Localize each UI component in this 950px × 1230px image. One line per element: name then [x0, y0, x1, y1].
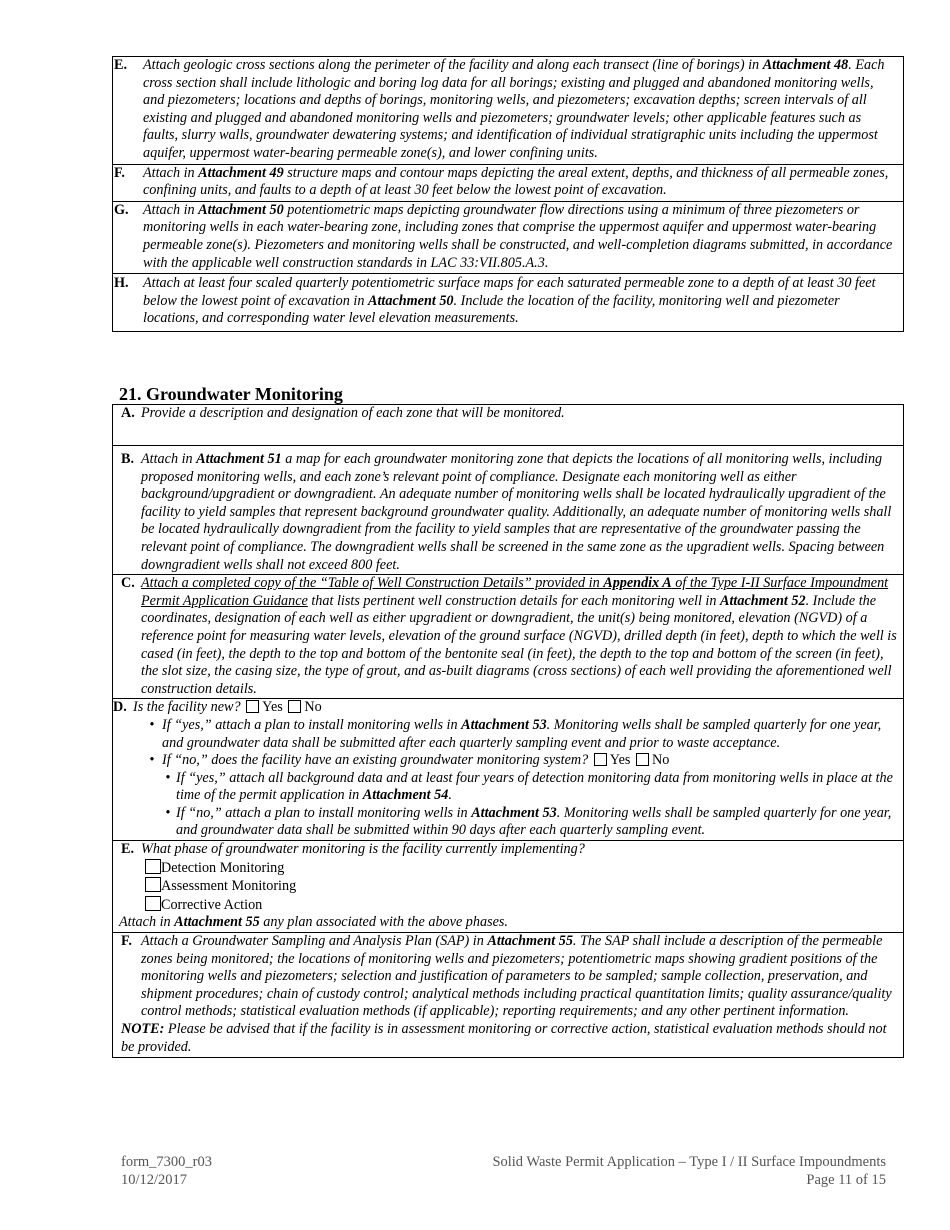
existing-system-yes-checkbox[interactable] [594, 753, 607, 766]
item-text: Attach at least four scaled quarterly potentiometric surface maps for each saturated permeable zone to a depth of at least 30 feet below the lowest point of excavation in Attachment 50. Include the location of the facility, monitoring well and piezometer locations, and corresponding water level elevation measurements. [143, 275, 876, 327]
item-f-structure-maps [113, 164, 903, 201]
document-title: Solid Waste Permit Application – Type I / II Surface Impoundments [492, 1154, 886, 1170]
bullet-if-no [113, 752, 903, 770]
note-label: NOTE: [121, 1021, 165, 1037]
footer-right [492, 1153, 886, 1189]
item-letter: E. [114, 57, 128, 73]
note: NOTE: Please be advised that if the facility is in assessment monitoring or corrective action, statistical evaluation methods should not be provided. [121, 1021, 887, 1055]
item-e-cross-sections [113, 57, 903, 164]
attachment-ref: Attachment 52 [720, 592, 806, 609]
item-text: Attach a completed copy of the “Table of Well Construction Details” provided in Appendix A of the Type I-II Surface Impoundment Permit Application Guidance that lists pertinent well construction details for each monitoring well in Attachment 52. Include the coordinates, designation of each well as either upgradient or downgradient, the unit(s) being monitored, elevation (NGVD) of a reference point for measuring water levels, elevation of the ground surface (NGVD), drilled depth (in feet), depth to which the well is cased (in feet), the depth to the top and bottom of the bentonite seal (in feet), the depth to the top and bottom of the screen (in feet), the slot size, the casing size, the type of grout, and as-built diagrams (cross sections) of each well providing the aforementioned well construction details. [141, 575, 897, 697]
attachment-ref: Attachment 49 [198, 164, 284, 181]
item-f-sampling-plan [113, 932, 903, 1057]
corrective-action-checkbox[interactable] [145, 896, 161, 911]
item-text: Attach in Attachment 50 potentiometric maps depicting groundwater flow directions using a minimum of three piezometers or monitoring wells in each water-bearing zone, including zones that comprise the uppermost aquifer and uppermost water-bearing permeable zone(s). Piezometers and monitoring wells shall be constructed, and well-completion diagrams submitted, in accordance with the applicable well construction standards in LAC 33:VII.805.A.3. [143, 201, 893, 271]
item-d-facility-new [113, 698, 903, 840]
item-letter: D. [113, 699, 127, 716]
attachment-ref: Attachment 50 [368, 292, 454, 309]
attachment-ref: Attachment 51 [196, 451, 282, 467]
option-label: Detection Monitoring [161, 859, 285, 876]
item-letter: F. [121, 933, 132, 950]
checkbox-label: Yes [262, 699, 283, 716]
option-label: Corrective Action [161, 896, 263, 913]
sub-bullet-if-yes [113, 770, 903, 805]
bullet-text: If “no,” does the facility have an existing groundwater monitoring system? Yes No [162, 752, 670, 769]
item-h-quarterly-maps [113, 273, 903, 331]
checkbox-label: Yes [609, 752, 631, 769]
option-label: Assessment Monitoring [161, 878, 297, 895]
item-letter: C. [121, 575, 135, 592]
phase-attachment-note: Attach in Attachment 55 any plan associated with the above phases. [119, 914, 508, 931]
item-letter: F. [114, 164, 125, 181]
item-text: Attach in Attachment 49 structure maps and contour maps depicting the areal extent, depths, and thickness of all permeable zones, confining units, and faults to a depth of at least 30 feet below the lowest point of excavation. [143, 164, 889, 199]
bullet-if-yes [113, 717, 903, 752]
item-text: Provide a description and designation of each zone that will be monitored. [141, 405, 565, 421]
attachment-ref: Attachment 54 [362, 787, 449, 804]
bullet-text: If “yes,” attach all background data and at least four years of detection monitoring data from monitoring wells in place at the time of the permit application in Attachment 54. [176, 769, 893, 804]
facility-new-no-checkbox[interactable] [288, 700, 301, 713]
groundwater-monitoring-table [112, 404, 904, 1058]
item-text: Attach a Groundwater Sampling and Analysis Plan (SAP) in Attachment 55. The SAP shall include a description of the permeable zones being monitored; the locations of monitoring wells and piezometers; potentiometric maps showing gradient positions of the monitoring wells and piezometers; selection and justification of parameters to be sampled; sample collection, preservation, and shipment procedures; chain of custody control; analytical methods including practical quantitation limits; quality assurance/quality control methods; statistical evaluation methods (if applicable); reporting requirements; and any other pertinent information. [141, 933, 892, 1020]
checkbox-label: No [304, 699, 322, 716]
item-text: Attach geologic cross sections along the perimeter of the facility and along each transect (line of borings) in Attachment 48. Each cross section shall include lithologic and boring log data for all borings; existing and plugged and abandoned monitoring wells, and piezometers; locations and depths of borings, monitoring wells, and piezometers; excavation depths; screen intervals of all existing and plugged and abandoned monitoring wells and piezometers; groundwater levels; other applicable features such as faults, slurry walls, groundwater dewatering systems; and identification of individual stratigraphic units including the uppermost aquifer, uppermost water-bearing permeable zone(s), and lower confining units. [143, 57, 885, 161]
form-date: 10/12/2017 [121, 1172, 188, 1188]
attachment-ref: Attachment 48 [762, 57, 849, 73]
bullet-marker: • [165, 769, 171, 786]
item-text: What phase of groundwater monitoring is the facility currently implementing? [141, 841, 585, 858]
geology-requirements-table [112, 56, 904, 332]
option-corrective-action [113, 896, 903, 915]
item-letter: E. [121, 841, 135, 858]
form-id: form_7300_r03 [121, 1154, 213, 1170]
item-g-potentiometric-maps [113, 201, 903, 273]
facility-new-yes-checkbox[interactable] [246, 700, 259, 713]
option-detection-monitoring [113, 859, 903, 878]
item-text: Is the facility new? Yes No [133, 699, 322, 716]
attachment-ref: Attachment 53 [461, 716, 547, 733]
bullet-marker: • [165, 804, 171, 821]
guidance-link-text: Attach a completed copy of the “Table of Well Construction Details” provided in [141, 575, 604, 592]
checkbox-label: No [652, 752, 670, 769]
item-letter: A. [121, 405, 135, 421]
detection-monitoring-checkbox[interactable] [145, 859, 161, 874]
item-text: Attach in Attachment 51 a map for each groundwater monitoring zone that depicts the locations of all monitoring wells, including proposed monitoring wells, and each zone’s relevant point of compliance. Designate each monitoring well as either background/upgradient or downgradient. An adequate number of monitoring wells shall be located hydraulically upgradient of the facility to yield samples that represent background groundwater quality. Additionally, an adequate number of monitoring wells shall be located hydraulically downgradient from the facility to yield samples that are representative of the groundwater passing the relevant point of compliance. The downgradient wells shall be screened in the same zone as the upgradient wells. Spacing between downgradient wells shall not exceed 800 feet. [141, 451, 892, 573]
option-assessment-monitoring [113, 877, 903, 896]
attachment-ref: Attachment 55 [487, 933, 573, 950]
assessment-monitoring-checkbox[interactable] [145, 877, 161, 892]
sub-bullet-if-no [113, 805, 903, 840]
section-heading-groundwater-monitoring: 21. Groundwater Monitoring [119, 384, 343, 404]
item-letter: G. [114, 201, 129, 218]
footer-left [121, 1153, 212, 1189]
existing-system-no-checkbox[interactable] [636, 753, 649, 766]
item-e-monitoring-phase [113, 840, 903, 932]
bullet-text: If “no,” attach a plan to install monitoring wells in Attachment 53. Monitoring wells shall be sampled quarterly for one year, and groundwater data shall be submitted within 90 days after each quarterly sampling event. [176, 804, 892, 839]
item-b-monitoring-map [113, 445, 903, 574]
attachment-ref: Attachment 55 [174, 914, 260, 931]
item-letter: B. [121, 451, 135, 467]
item-c-well-construction [113, 574, 903, 698]
bullet-marker: • [149, 752, 155, 769]
attachment-ref: Attachment 50 [198, 201, 284, 218]
appendix-ref: Appendix A [603, 575, 672, 592]
item-letter: H. [114, 275, 129, 292]
bullet-text: If “yes,” attach a plan to install monitoring wells in Attachment 53. Monitoring wells shall be sampled quarterly for one year, and groundwater data shall be submitted after each quarterly sampling event and prior to waste acceptance. [162, 716, 882, 751]
bullet-marker: • [149, 716, 155, 733]
attachment-ref: Attachment 53 [471, 804, 557, 821]
page-number: Page 11 of 15 [806, 1172, 886, 1188]
item-a-zone-description [113, 405, 903, 445]
